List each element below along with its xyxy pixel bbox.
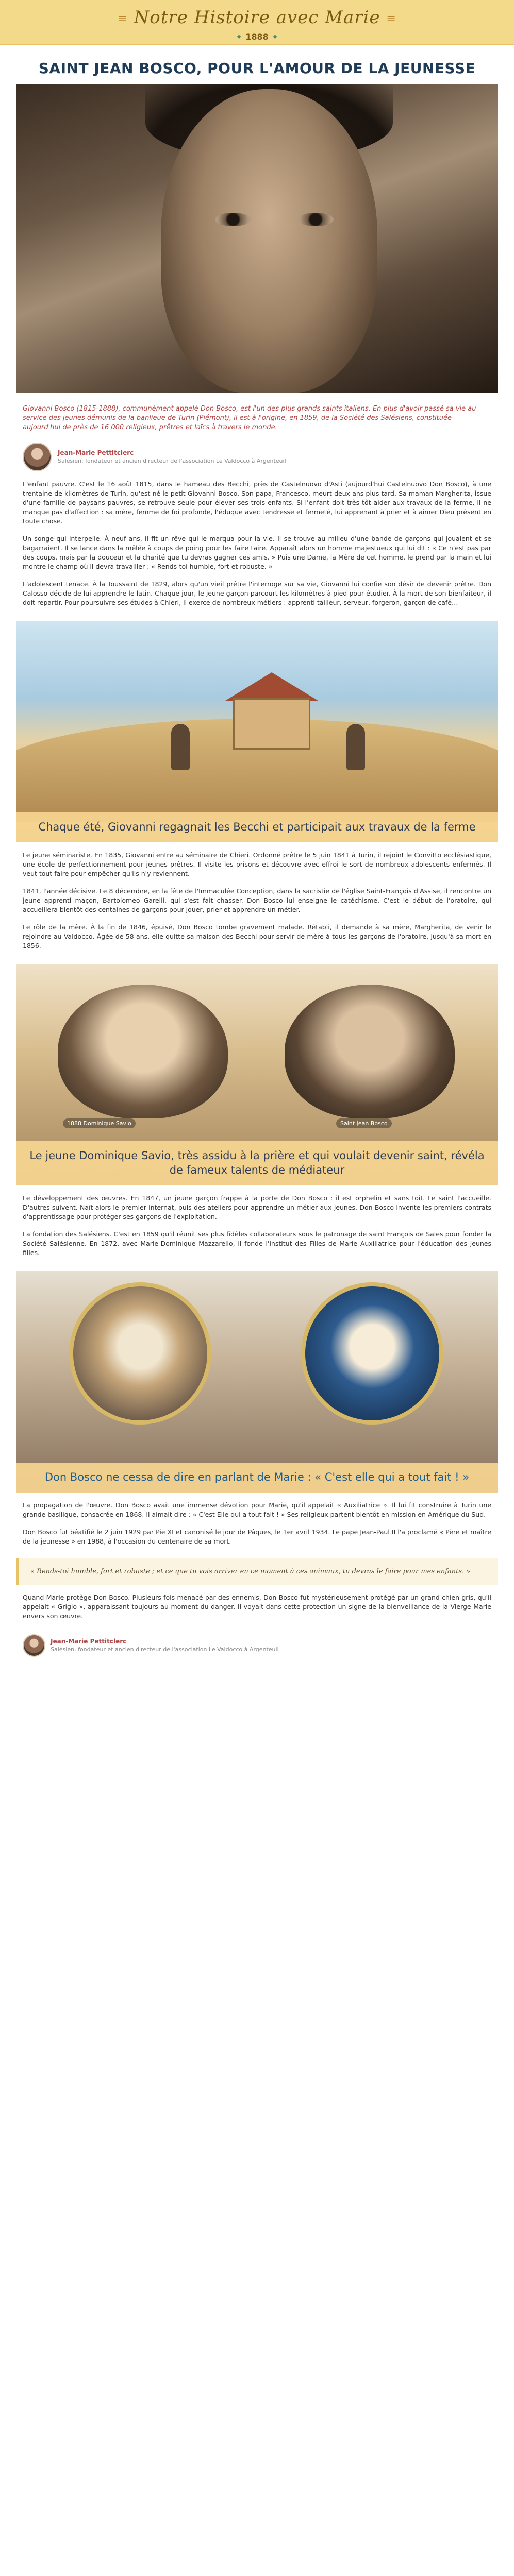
author-name[interactable]: Jean-Marie Pettitclerc [58, 449, 134, 456]
portrait-face [161, 89, 377, 393]
photo-halo-left [73, 1286, 207, 1420]
article-title: SAINT JEAN BOSCO, POUR L'AMOUR DE LA JEUNESSE [38, 60, 476, 77]
paragraph: Le développement des œuvres. En 1847, un jeune garçon frappe à la porte de Don Bosco : il est orphelin et sans toit. Le saint l'accueille. D'autres suivent. Naît alors le premier internat, puis des ateliers pour apprendre un métier aux jeunes. Don Bosco invente les premiers contrats d'apprentissage pour protéger ses garçons de l'exploitation. [23, 1194, 491, 1221]
photo-house [233, 698, 310, 750]
paragraph: L'enfant pauvre. C'est le 16 août 1815, dans le hameau des Becchi, près de Castelnuovo d'Asti (aujourd'hui Castelnuovo Don Bosco), à une trentaine de kilomètres de Turin, qu'est né le petit Giovanni Bosco. Son papa, Francesco, meurt deux ans plus tard. Sa maman Margherita, issue d'une famille de paysans pauvres, se retrouve seule pour élever ses trois enfants. Si l'enfant doit très tôt aider aux travaux de la ferme, il ne manque pas d'affection : sa mère, femme de foi profonde, l'éduque avec tendresse et fermeté, lui apprenant à prier et à aimer Dieu présent en toute chose. [23, 480, 491, 525]
author-avatar [23, 443, 52, 471]
photo-figure [171, 724, 190, 770]
portrait-eye-right [297, 213, 334, 226]
paragraph: La fondation des Salésiens. C'est en 1859 qu'il réunit ses plus fidèles collaborateurs sous le patronage de saint François de Sales pour fonder la Société Salésienne. En 1872, avec Marie-Dominique Mazzarello, il fonde l'institut des Filles de Marie Auxiliatrice pour l'éducation des jeunes filles. [23, 1230, 491, 1257]
paragraph: Un songe qui interpelle. À neuf ans, il fit un rêve qui le marqua pour la vie. Il se trouve au milieu d'une bande de garçons qui jouaient et se bagarraient. Il se lance dans la mêlée à coups de poing pour les faire taire. Apparaît alors un homme majestueux qui lui dit : « Ce n'est pas par des coups, mais par la douceur et la charité que tu devras gagner ces amis. » Puis une Dame, la Mère de cet homme, le prend par la main et lui montre le champ où il devra travailler : « Rends-toi humble, fort et robuste. » [23, 535, 491, 570]
photo-portrait-right [285, 985, 455, 1118]
star-icon: ✦ [235, 32, 243, 42]
site-title-text: Notre Histoire avec Marie [134, 7, 380, 28]
paragraph: Le rôle de la mère. À la fin de 1846, épuisé, Don Bosco tombe gravement malade. Rétabli, il demande à sa mère, Margherita, de venir le rejoindre au Valdocco. Âgée de 58 ans, elle quitte sa maison des Becchi pour servir de mère à tous les garçons de l'oratoire, jusqu'à sa mort en 1856. [23, 923, 491, 950]
photo-savio [16, 964, 498, 1185]
photo-caption: Le jeune Dominique Savio, très assidu à la prière et qui voulait devenir saint, révéla de fameux talents de médiateur [16, 1141, 498, 1185]
site-title[interactable] [0, 7, 514, 28]
pull-quote: « Rends-toi humble, fort et robuste ; et ce que tu vois arriver en ce moment à ces animaux, tu devras le faire pour mes enfants. » [16, 1558, 498, 1585]
paragraph: 1841, l'année décisive. Le 8 décembre, en la fête de l'Immaculée Conception, dans la sacristie de l'église Saint-François d'Assise, il rencontre un jeune apprenti maçon, Bartolomeo Garelli, qui s'est fait chasser. Don Bosco lui enseigne le catéchisme. C'est le début de l'oratoire, qui accueillera bientôt des centaines de garçons pour jouer, prier et apprendre un métier. [23, 887, 491, 913]
photo-caption: Chaque été, Giovanni regagnait les Becchi et participait aux travaux de la ferme [16, 812, 498, 842]
star-icon: ✦ [271, 32, 279, 42]
photo-roof [225, 672, 318, 701]
author-block [23, 443, 491, 471]
photo-portrait-left [58, 985, 228, 1118]
paragraph: La propagation de l'œuvre. Don Bosco avait une immense dévotion pour Marie, qu'il appelait « Auxiliatrice ». Il lui fit construire à Turin une grande basilique, consacrée en 1868. Il aimait dire : « C'est Elle qui a tout fait ! » Ses religieux partent bientôt en mission en Amérique du Sud. [23, 1501, 491, 1518]
photo-halo-right [305, 1286, 439, 1420]
site-year [0, 32, 514, 42]
paragraph: Quand Marie protège Don Bosco. Plusieurs fois menacé par des ennemis, Don Bosco fut mystérieusement protégé par un grand chien gris, qu'il appelait « Grigio », apparaissant toujours au moment du danger. Il voyait dans cette protection un signe de la bienveillance de la Vierge Marie envers son œuvre. [23, 1594, 491, 1620]
photo-figure [346, 724, 365, 770]
author-description: Salésien, fondateur et ancien directeur de l'association Le Valdocco à Argenteuil [58, 457, 286, 464]
photo-marie [16, 1271, 498, 1493]
portrait-eye-left [215, 213, 251, 226]
photo-tag: Saint Jean Bosco [336, 1118, 392, 1128]
site-banner [0, 0, 514, 45]
photo-tag: 1888 Dominique Savio [63, 1118, 136, 1128]
paragraph: L'adolescent tenace. À la Toussaint de 1829, alors qu'un vieil prêtre l'interroge sur sa vie, Giovanni lui confie son désir de devenir prêtre. Don Calosso décide de lui apprendre le latin. Chaque jour, le jeune garçon parcourt les kilomètres à pied pour étudier. À la mort de son bienfaiteur, il doit repartir. Pour poursuivre ses études à Chieri, il exerce de nombreux métiers : apprenti tailleur, serveur, forgeron, garçon de café… [23, 580, 491, 606]
paragraph: Don Bosco fut béatifié le 2 juin 1929 par Pie XI et canonisé le jour de Pâques, le 1er avril 1934. Le pape Jean-Paul II l'a proclamé « Père et maître de la jeunesse » en 1988, à l'occasion du centenaire de sa mort. [23, 1528, 491, 1545]
ornament-right-icon: ≡ [386, 12, 396, 25]
ornament-left-icon: ≡ [118, 12, 128, 25]
signature-avatar [23, 1634, 45, 1657]
signature-description: Salésien, fondateur et ancien directeur de l'association Le Valdocco à Argenteuil [51, 1646, 279, 1653]
year-label: 1888 [245, 32, 269, 42]
article-intro: Giovanni Bosco (1815-1888), communément appelé Don Bosco, est l'un des plus grands saints italiens. En plus d'avoir passé sa vie au service des jeunes démunis de la banlieue de Turin (Piémont), il est à l'origine, en 1859, de la Société des Salésiens, constituée aujourd'hui de près de 16 000 religieux, prêtres et laïcs à travers le monde. [23, 405, 476, 431]
hero-portrait [16, 84, 498, 393]
photo-farm [16, 621, 498, 842]
paragraph: Le jeune séminariste. En 1835, Giovanni entre au séminaire de Chieri. Ordonné prêtre le 5 juin 1841 à Turin, il rejoint le Convitto ecclésiastique, une école de perfectionnement pour jeunes prêtres. Il visite les prisons et découvre avec effroi le sort de nombreux adolescents enfermés. Il veut tout faire pour empêcher qu'ils n'y reviennent. [23, 851, 491, 877]
author-signature [23, 1634, 491, 1657]
signature-name[interactable]: Jean-Marie Pettitclerc [51, 1638, 127, 1645]
photo-caption: Don Bosco ne cessa de dire en parlant de Marie : « C'est elle qui a tout fait ! » [16, 1463, 498, 1493]
